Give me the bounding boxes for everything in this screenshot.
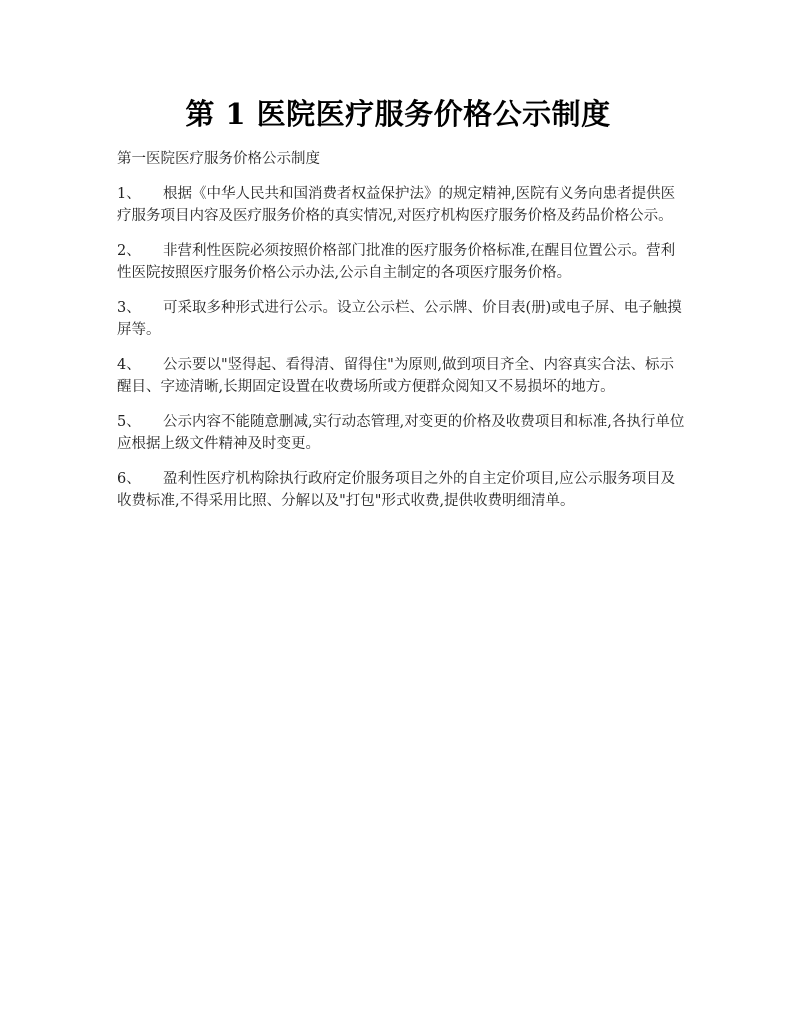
paragraph-5 (117, 411, 685, 455)
document-subtitle: 第一医院医疗服务价格公示制度 (117, 151, 320, 167)
paragraph-number: 5、 (117, 414, 141, 430)
paragraph-3 (117, 297, 685, 341)
paragraph-4 (117, 354, 685, 398)
paragraph-1 (117, 183, 685, 227)
paragraph-text: 盈利性医疗机构除执行政府定价服务项目之外的自主定价项目,应公示服务项目及收费标准,不得采用比照、分解以及"打包"形式收费,提供收费明细清单。 (117, 471, 676, 509)
paragraph-number: 1、 (117, 186, 141, 202)
document-body (117, 148, 685, 525)
document-title: 第 1 医院医疗服务价格公示制度 (185, 97, 611, 131)
paragraph-2 (117, 240, 685, 284)
paragraph-text: 公示内容不能随意删减,实行动态管理,对变更的价格及收费项目和标准,各执行单位应根据上级文件精神及时变更。 (117, 414, 685, 452)
paragraph-number: 2、 (117, 243, 141, 259)
paragraph-text: 根据《中华人民共和国消费者权益保护法》的规定精神,医院有义务向患者提供医疗服务项目内容及医疗服务价格的真实情况,对医疗机构医疗服务价格及药品价格公示。 (117, 186, 676, 224)
paragraph-text: 公示要以"竖得起、看得清、留得住"为原则,做到项目齐全、内容真实合法、标示醒目、字迹清晰,长期固定设置在收费场所或方便群众阅知又不易损坏的地方。 (117, 357, 674, 395)
paragraph-text: 可采取多种形式进行公示。设立公示栏、公示牌、价目表(册)或电子屏、电子触摸屏等。 (117, 300, 682, 338)
paragraph-6 (117, 468, 685, 512)
paragraph-number: 6、 (117, 471, 141, 487)
paragraph-number: 3、 (117, 300, 141, 316)
paragraph-text: 非营利性医院必须按照价格部门批准的医疗服务价格标准,在醒目位置公示。营利性医院按照医疗服务价格公示办法,公示自主制定的各项医疗服务价格。 (117, 243, 676, 281)
paragraph-number: 4、 (117, 357, 141, 373)
